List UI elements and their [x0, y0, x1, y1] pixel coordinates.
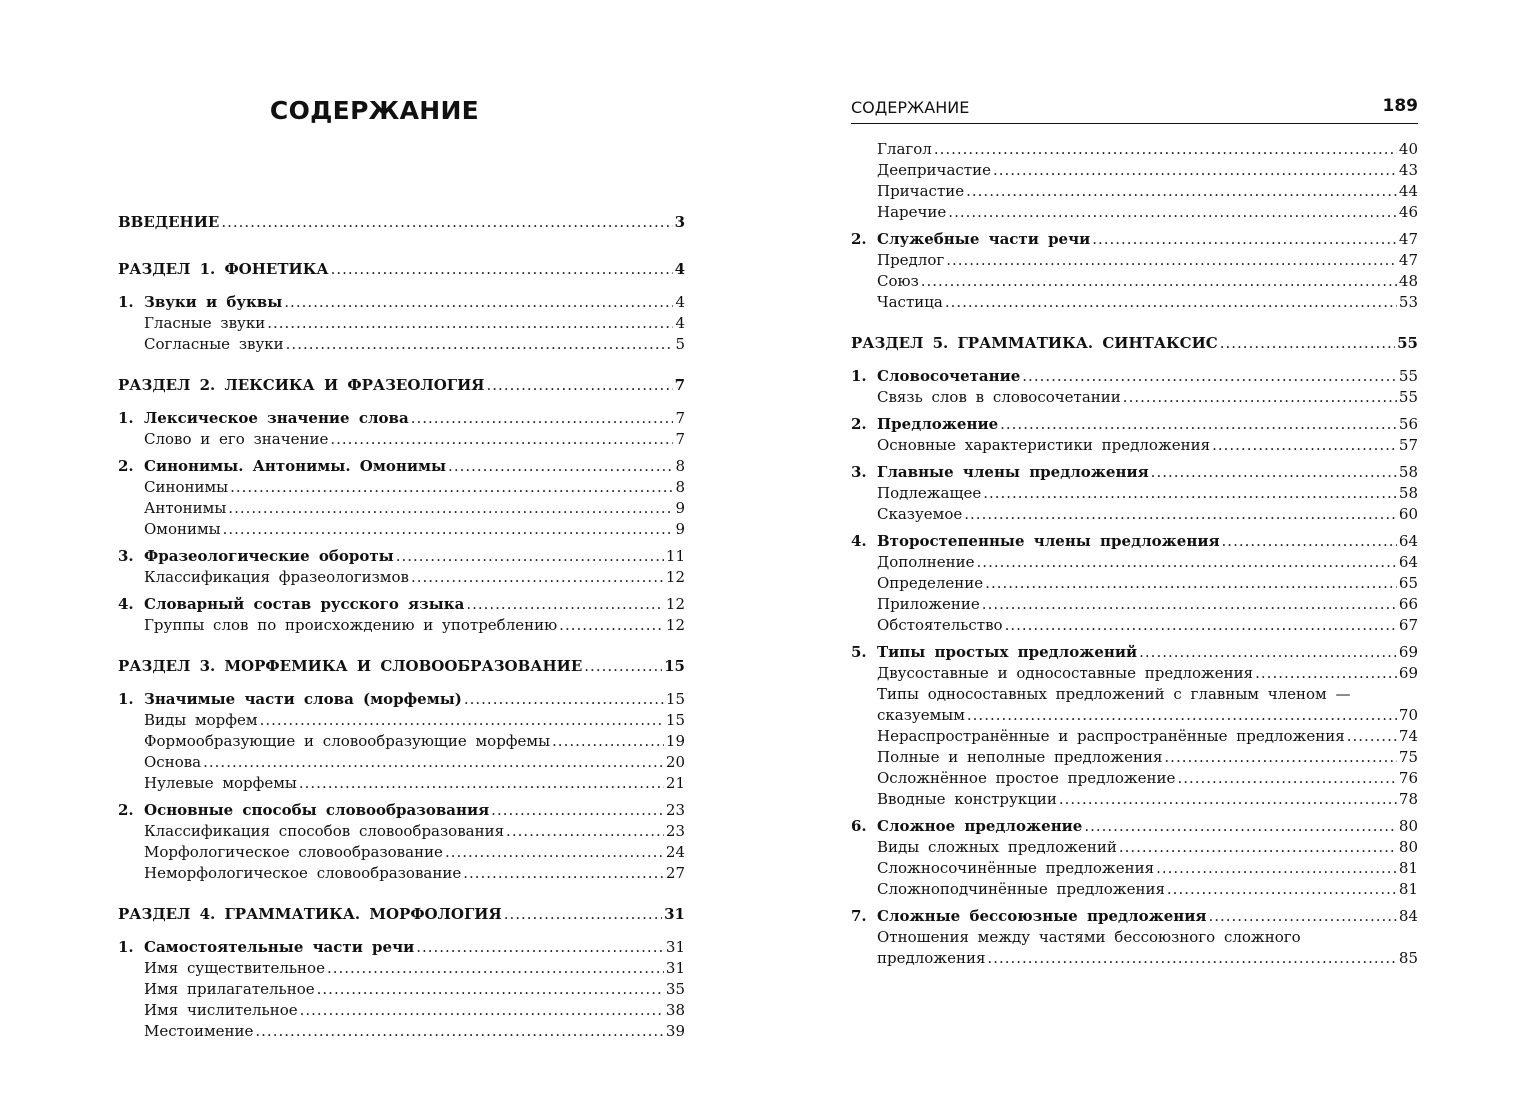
- toc-entry[interactable]: [118, 842, 685, 863]
- toc-label: Частица: [877, 293, 943, 311]
- toc-entry[interactable]: [118, 752, 685, 773]
- toc-page-number: 11: [665, 547, 685, 565]
- toc-page-number: 23: [665, 801, 685, 819]
- dot-leader: [1119, 837, 1397, 858]
- toc-page-number: 4: [675, 293, 685, 311]
- toc-label: Гласные звуки: [144, 314, 266, 332]
- dot-leader: [945, 292, 1397, 313]
- toc-entry[interactable]: [118, 710, 685, 731]
- dot-leader: [948, 202, 1397, 223]
- toc-entry[interactable]: [118, 615, 685, 636]
- toc-section[interactable]: [118, 904, 685, 925]
- toc-page-number: 55: [1398, 367, 1418, 385]
- dot-leader: [411, 567, 664, 588]
- toc-chapter[interactable]: [118, 594, 685, 615]
- toc-entry[interactable]: [118, 1000, 685, 1021]
- toc-entry[interactable]: [118, 567, 685, 588]
- toc-label: Слово и его значение: [144, 430, 329, 448]
- toc-chapter-number: 5.: [851, 643, 867, 661]
- toc-chapter[interactable]: [118, 689, 685, 710]
- toc-label: Формообразующие и словообразующие морфемы: [144, 732, 551, 750]
- toc-label: Виды сложных предложений: [877, 838, 1117, 856]
- toc-chapter[interactable]: [851, 462, 1418, 483]
- toc-label: Самостоятельные части речи: [144, 938, 415, 956]
- dot-leader: [448, 456, 673, 477]
- toc-page-number: 64: [1398, 553, 1418, 571]
- toc-page-number: 57: [1398, 436, 1418, 454]
- toc-page-number: 40: [1398, 140, 1418, 158]
- dot-leader: [964, 504, 1397, 525]
- dot-leader: [559, 615, 664, 636]
- toc-page-number: 76: [1398, 769, 1418, 787]
- toc-page-number: 67: [1398, 616, 1418, 634]
- toc-label: Двусоставные и односоставные предложения: [877, 664, 1254, 682]
- toc-page-number: 4: [675, 314, 685, 332]
- toc-entry[interactable]: [118, 477, 685, 498]
- toc-label: Осложнённое простое предложение: [877, 769, 1176, 787]
- dot-leader: [1059, 789, 1397, 810]
- toc-label: Сложные бессоюзные предложения: [877, 907, 1207, 925]
- toc-page-number: 44: [1398, 182, 1418, 200]
- dot-leader: [464, 689, 664, 710]
- toc-label: Имя существительное: [144, 959, 325, 977]
- toc-label: Обстоятельство: [877, 616, 1003, 634]
- toc-label: Сложноподчинённые предложения: [877, 880, 1165, 898]
- toc-label: Вводные конструкции: [877, 790, 1057, 808]
- toc-page-number: 43: [1398, 161, 1418, 179]
- toc-page-number: 15: [665, 690, 685, 708]
- dot-leader: [1123, 387, 1397, 408]
- toc-entry[interactable]: [851, 160, 1418, 181]
- toc-chapter[interactable]: [118, 456, 685, 477]
- toc-label: Дополнение: [877, 553, 975, 571]
- toc-page-number: 85: [1398, 949, 1418, 967]
- dot-leader: [330, 429, 673, 450]
- toc-entry[interactable]: [118, 334, 685, 355]
- toc-label: Местоимение: [144, 1022, 254, 1040]
- toc-label: Союз: [877, 272, 919, 290]
- toc-entry[interactable]: [118, 519, 685, 540]
- section-gap: [851, 313, 1418, 333]
- toc-label: Сложное предложение: [877, 817, 1083, 835]
- toc-label: Связь слов в словосочетании: [877, 388, 1121, 406]
- dot-leader: [416, 937, 664, 958]
- dot-leader: [1212, 435, 1397, 456]
- toc-entry[interactable]: [851, 789, 1418, 810]
- toc-section[interactable]: [118, 259, 685, 280]
- toc-label: Сказуемое: [877, 505, 963, 523]
- toc-entry[interactable]: [851, 705, 1418, 726]
- toc-entry[interactable]: [851, 573, 1418, 594]
- toc-chapter[interactable]: [118, 800, 685, 821]
- toc-entry[interactable]: [118, 979, 685, 1000]
- toc-page-number: 4: [674, 260, 685, 278]
- toc-chapter[interactable]: [851, 816, 1418, 837]
- toc-label: Основные способы словообразования: [144, 801, 490, 819]
- toc-page-number: 66: [1398, 595, 1418, 613]
- toc-chapter[interactable]: [851, 229, 1418, 250]
- dot-leader: [985, 573, 1397, 594]
- toc-chapter[interactable]: [118, 546, 685, 567]
- section-gap: [118, 355, 685, 375]
- toc-chapter-number: 2.: [851, 230, 867, 248]
- toc-entry[interactable]: [851, 747, 1418, 768]
- dot-leader: [966, 181, 1397, 202]
- toc-entry[interactable]: [851, 292, 1418, 313]
- toc-page-number: 78: [1398, 790, 1418, 808]
- toc-chapter[interactable]: [851, 906, 1418, 927]
- toc-label: РАЗДЕЛ 1. ФОНЕТИКА: [118, 260, 329, 278]
- toc-page-number: 46: [1398, 203, 1418, 221]
- toc-entry[interactable]: [851, 615, 1418, 636]
- dot-leader: [466, 594, 664, 615]
- toc-entry[interactable]: [851, 387, 1418, 408]
- toc-page-number: 15: [665, 711, 685, 729]
- toc-page-number: 35: [665, 980, 685, 998]
- toc-entry[interactable]: [851, 879, 1418, 900]
- dot-leader: [1164, 747, 1397, 768]
- page-number: 189: [1382, 96, 1418, 116]
- running-head: [851, 96, 1418, 124]
- dot-leader: [284, 292, 673, 313]
- toc-label: Основные характеристики предложения: [877, 436, 1211, 454]
- toc-chapter[interactable]: [118, 292, 685, 313]
- toc-page-number: 69: [1398, 643, 1418, 661]
- toc-label: Синонимы: [144, 478, 229, 496]
- toc-label: ВВЕДЕНИЕ: [118, 213, 220, 231]
- dot-leader: [977, 552, 1397, 573]
- toc-entry[interactable]: [118, 429, 685, 450]
- toc-page-number: 12: [665, 595, 685, 613]
- toc-chapter-number: 4.: [851, 532, 867, 550]
- toc-label: РАЗДЕЛ 5. ГРАММАТИКА. СИНТАКСИС: [851, 334, 1218, 352]
- dot-leader: [1255, 663, 1397, 684]
- dot-leader: [221, 212, 672, 233]
- dot-leader: [584, 656, 662, 677]
- toc-label: Предлог: [877, 251, 945, 269]
- toc-label: Виды морфем: [144, 711, 258, 729]
- dot-leader: [1151, 462, 1397, 483]
- toc-entry[interactable]: [851, 726, 1418, 747]
- toc-label: Нулевые морфемы: [144, 774, 297, 792]
- toc-page-number: 31: [664, 905, 685, 923]
- toc-section[interactable]: [118, 375, 685, 396]
- toc-entry[interactable]: [851, 837, 1418, 858]
- toc-page-number: 47: [1398, 230, 1418, 248]
- dot-leader: [987, 948, 1397, 969]
- toc-chapter[interactable]: [851, 414, 1418, 435]
- dot-leader: [946, 250, 1397, 271]
- toc-label: Фразеологические обороты: [144, 547, 394, 565]
- toc-entry-wrapped[interactable]: Типы односоставных предложений с главным членом —: [877, 685, 1351, 703]
- dot-leader: [327, 958, 664, 979]
- toc-page-number: 75: [1398, 748, 1418, 766]
- toc-label: РАЗДЕЛ 2. ЛЕКСИКА И ФРАЗЕОЛОГИЯ: [118, 376, 485, 394]
- dot-leader: [1005, 615, 1397, 636]
- dot-leader: [504, 904, 662, 925]
- toc-entry[interactable]: [851, 594, 1418, 615]
- toc-entry[interactable]: [118, 1021, 685, 1042]
- toc-label: Классификация фразеологизмов: [144, 568, 409, 586]
- toc-chapter[interactable]: [851, 366, 1418, 387]
- toc-entry[interactable]: [851, 552, 1418, 573]
- toc-chapter-number: 2.: [118, 457, 134, 475]
- toc-page-number: 84: [1398, 907, 1418, 925]
- dot-leader: [203, 752, 664, 773]
- dot-leader: [1084, 816, 1397, 837]
- toc-entry[interactable]: [851, 768, 1418, 789]
- dot-leader: [1139, 642, 1397, 663]
- toc-entry[interactable]: [118, 958, 685, 979]
- page-title: СОДЕРЖАНИЕ: [269, 96, 480, 125]
- toc-chapter-number: 2.: [118, 801, 134, 819]
- dot-leader: [286, 334, 674, 355]
- toc-label: Главные члены предложения: [877, 463, 1149, 481]
- toc-label: сказуемым: [877, 706, 965, 724]
- section-gap: [118, 636, 685, 656]
- dot-leader: [299, 773, 664, 794]
- toc-label: Группы слов по происхождению и употреблению: [144, 616, 558, 634]
- toc-page-number: 12: [665, 568, 685, 586]
- toc-page-number: 58: [1398, 463, 1418, 481]
- toc-page-number: 31: [665, 938, 685, 956]
- toc-entry[interactable]: [118, 731, 685, 752]
- toc-label: Определение: [877, 574, 984, 592]
- toc-page-number: 47: [1398, 251, 1418, 269]
- section-gap: [118, 884, 685, 904]
- toc-entry[interactable]: [851, 435, 1418, 456]
- dot-leader: [255, 1021, 664, 1042]
- toc-chapter[interactable]: [118, 408, 685, 429]
- dot-leader: [1208, 906, 1396, 927]
- toc-chapter-number: 1.: [118, 938, 134, 956]
- toc-chapter[interactable]: [851, 642, 1418, 663]
- toc-label: Морфологическое словообразование: [144, 843, 443, 861]
- toc-entry[interactable]: [118, 498, 685, 519]
- toc-entry[interactable]: [851, 250, 1418, 271]
- toc-page-number: 60: [1398, 505, 1418, 523]
- toc-label: Предложение: [877, 415, 999, 433]
- toc-page-number: 58: [1398, 484, 1418, 502]
- dot-leader: [491, 800, 664, 821]
- toc-label: Словарный состав русского языка: [144, 595, 465, 613]
- toc-page-number: 56: [1398, 415, 1418, 433]
- dot-leader: [506, 821, 664, 842]
- dot-leader: [487, 375, 673, 396]
- toc-page-number: 81: [1398, 880, 1418, 898]
- toc-chapter[interactable]: [118, 937, 685, 958]
- toc-label: Подлежащее: [877, 484, 982, 502]
- toc-chapter-number: 1.: [118, 293, 134, 311]
- toc-page-number: 5: [675, 335, 685, 353]
- toc-entry[interactable]: [851, 504, 1418, 525]
- toc-label: Лексическое значение слова: [144, 409, 409, 427]
- toc-entry[interactable]: [118, 863, 685, 884]
- dot-leader: [993, 160, 1397, 181]
- toc-page-number: 53: [1398, 293, 1418, 311]
- toc-section[interactable]: [851, 333, 1418, 354]
- toc-label: Синонимы. Антонимы. Омонимы: [144, 457, 447, 475]
- toc-label: Приложение: [877, 595, 980, 613]
- toc-label: Неморфологическое словообразование: [144, 864, 462, 882]
- dot-leader: [228, 498, 673, 519]
- toc-page-number: 70: [1398, 706, 1418, 724]
- dot-leader: [411, 408, 674, 429]
- toc-page-number: 38: [665, 1001, 685, 1019]
- toc-label: Причастие: [877, 182, 965, 200]
- toc-entry[interactable]: [118, 313, 685, 334]
- toc-page-number: 80: [1398, 838, 1418, 856]
- toc-section[interactable]: [118, 212, 685, 233]
- dot-leader: [1177, 768, 1396, 789]
- toc-section[interactable]: [118, 656, 685, 677]
- toc-chapter-number: 7.: [851, 907, 867, 925]
- toc-chapter-number: 6.: [851, 817, 867, 835]
- toc-label: предложения: [877, 949, 986, 967]
- toc-page-number: 80: [1398, 817, 1418, 835]
- toc-page-number: 24: [665, 843, 685, 861]
- toc-label: Нераспространённые и распространённые предложения: [877, 727, 1345, 745]
- dot-leader: [1347, 726, 1397, 747]
- dot-leader: [921, 271, 1397, 292]
- dot-leader: [967, 705, 1397, 726]
- toc-label: Звуки и буквы: [144, 293, 283, 311]
- toc-label: Деепричастие: [877, 161, 991, 179]
- section-gap: [118, 239, 685, 259]
- toc-label: Антонимы: [144, 499, 227, 517]
- dot-leader: [317, 979, 664, 1000]
- dot-leader: [1000, 414, 1397, 435]
- toc-page-number: 31: [665, 959, 685, 977]
- toc-label: Классификация способов словообразования: [144, 822, 505, 840]
- toc-chapter-number: 1.: [118, 409, 134, 427]
- toc-page-number: 23: [665, 822, 685, 840]
- dot-leader: [1220, 333, 1395, 354]
- toc-page-number: 64: [1398, 532, 1418, 550]
- toc-label: РАЗДЕЛ 3. МОРФЕМИКА И СЛОВООБРАЗОВАНИЕ: [118, 657, 583, 675]
- toc-label: Имя числительное: [144, 1001, 298, 1019]
- toc-label: Омонимы: [144, 520, 221, 538]
- toc-label: Словосочетание: [877, 367, 1021, 385]
- toc-entry[interactable]: [118, 773, 685, 794]
- toc-entry-wrapped[interactable]: Отношения между частями бессоюзного сложного: [877, 928, 1301, 946]
- toc-entry[interactable]: [851, 202, 1418, 223]
- toc-entry[interactable]: [851, 663, 1418, 684]
- toc-page-number: 3: [674, 213, 685, 231]
- toc-chapter-number: 3.: [851, 463, 867, 481]
- toc-chapter-number: 1.: [851, 367, 867, 385]
- toc-label: Наречие: [877, 203, 947, 221]
- toc-page-number: 55: [1397, 334, 1418, 352]
- dot-leader: [1222, 531, 1397, 552]
- dot-leader: [982, 594, 1397, 615]
- toc-chapter-number: 4.: [118, 595, 134, 613]
- toc-chapter[interactable]: [851, 531, 1418, 552]
- toc-label: Значимые части слова (морфемы): [144, 690, 462, 708]
- toc-label: Полные и неполные предложения: [877, 748, 1163, 766]
- toc-page-number: 20: [665, 753, 685, 771]
- toc-page-number: 27: [665, 864, 685, 882]
- toc-entry[interactable]: [851, 858, 1418, 879]
- toc-label: Типы простых предложений: [877, 643, 1138, 661]
- dot-leader: [267, 313, 673, 334]
- dot-leader: [1167, 879, 1397, 900]
- dot-leader: [1092, 229, 1397, 250]
- dot-leader: [230, 477, 673, 498]
- dot-leader: [260, 710, 664, 731]
- toc-entry[interactable]: [851, 483, 1418, 504]
- toc-page-number: 74: [1398, 727, 1418, 745]
- toc-page-number: 19: [665, 732, 685, 750]
- toc-page-number: 39: [665, 1022, 685, 1040]
- dot-leader: [223, 519, 674, 540]
- toc-label: РАЗДЕЛ 4. ГРАММАТИКА. МОРФОЛОГИЯ: [118, 905, 502, 923]
- toc-page-number: 9: [675, 499, 685, 517]
- toc-page-number: 65: [1398, 574, 1418, 592]
- toc-right: [851, 139, 1418, 969]
- dot-leader: [445, 842, 664, 863]
- toc-page-number: 48: [1398, 272, 1418, 290]
- toc-label: Сложносочинённые предложения: [877, 859, 1155, 877]
- toc-label: Глагол: [877, 140, 932, 158]
- toc-entry[interactable]: [118, 821, 685, 842]
- dot-leader: [1022, 366, 1397, 387]
- toc-chapter-number: 2.: [851, 415, 867, 433]
- toc-page-number: 8: [675, 478, 685, 496]
- toc-left: [118, 212, 685, 1042]
- toc-label: Служебные части речи: [877, 230, 1091, 248]
- toc-page-number: 8: [675, 457, 685, 475]
- dot-leader: [331, 259, 673, 280]
- dot-leader: [300, 1000, 664, 1021]
- toc-page-number: 7: [675, 409, 685, 427]
- toc-entry[interactable]: [851, 139, 1418, 160]
- toc-chapter-number: 1.: [118, 690, 134, 708]
- toc-page-number: 9: [675, 520, 685, 538]
- dot-leader: [983, 483, 1397, 504]
- toc-page-number: 69: [1398, 664, 1418, 682]
- toc-page-number: 21: [665, 774, 685, 792]
- dot-leader: [934, 139, 1397, 160]
- toc-entry[interactable]: [851, 271, 1418, 292]
- toc-label: Имя прилагательное: [144, 980, 315, 998]
- toc-label: Основа: [144, 753, 202, 771]
- toc-page-number: 12: [665, 616, 685, 634]
- dot-leader: [396, 546, 664, 567]
- dot-leader: [552, 731, 664, 752]
- toc-page-number: 15: [664, 657, 685, 675]
- dot-leader: [463, 863, 664, 884]
- toc-page-number: 55: [1398, 388, 1418, 406]
- toc-entry[interactable]: [851, 948, 1418, 969]
- toc-page-number: 7: [674, 376, 685, 394]
- dot-leader: [1156, 858, 1397, 879]
- toc-page-number: 81: [1398, 859, 1418, 877]
- toc-chapter-number: 3.: [118, 547, 134, 565]
- toc-page-number: 7: [675, 430, 685, 448]
- running-head-title: СОДЕРЖАНИЕ: [851, 98, 970, 117]
- toc-entry[interactable]: [851, 181, 1418, 202]
- toc-label: Согласные звуки: [144, 335, 284, 353]
- toc-label: Второстепенные члены предложения: [877, 532, 1220, 550]
